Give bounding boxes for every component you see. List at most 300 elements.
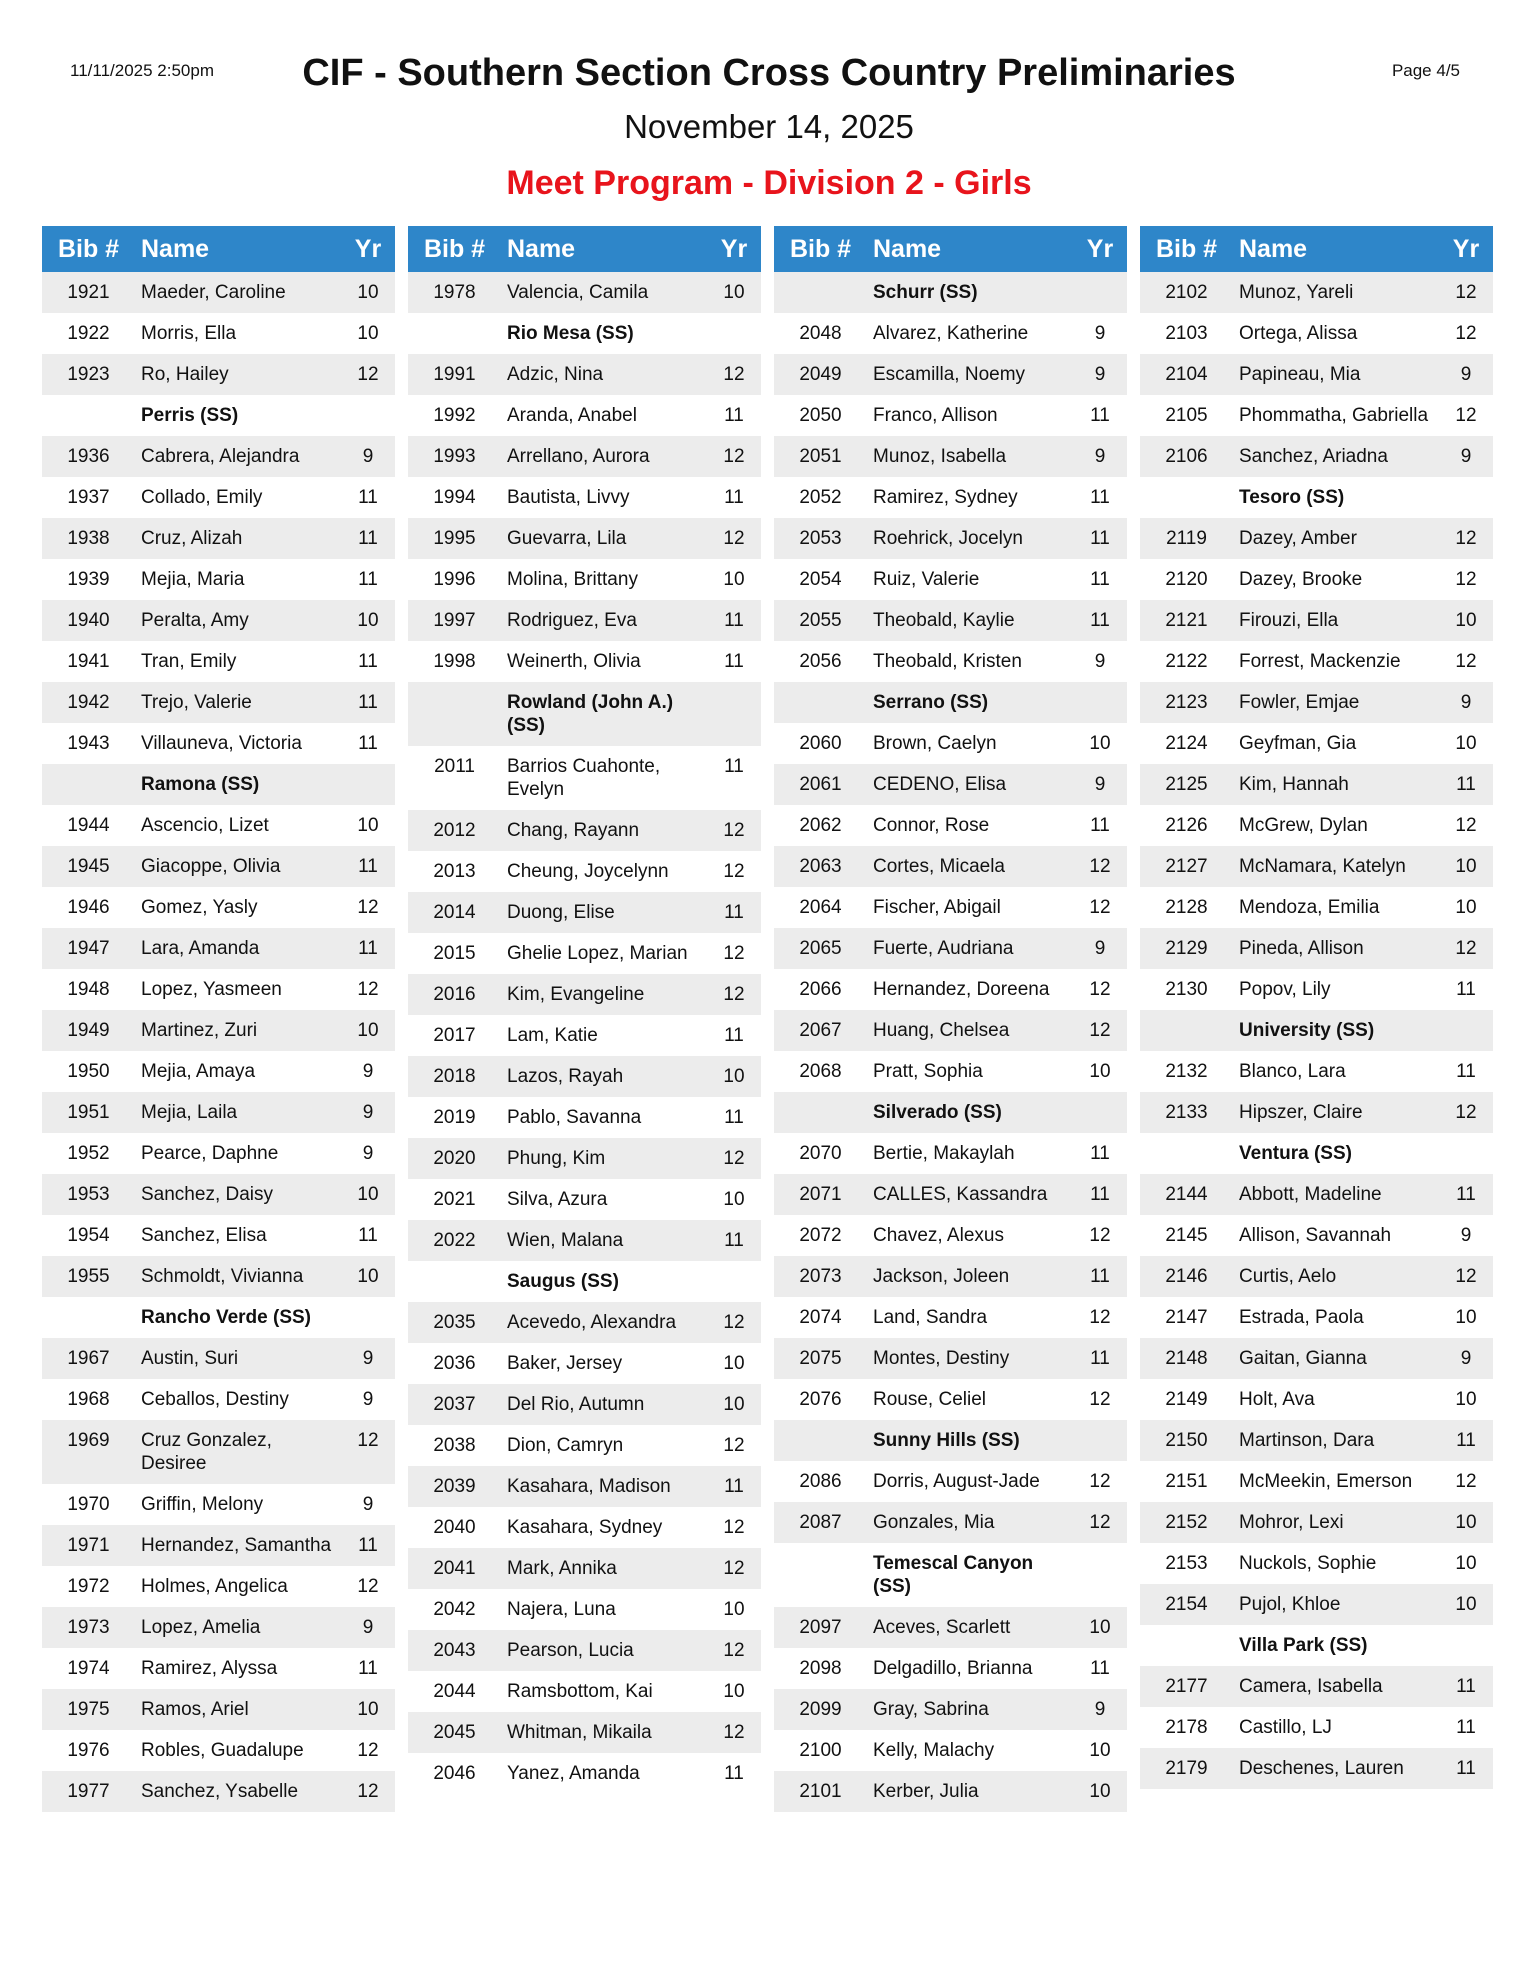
entry-row bbox=[42, 518, 395, 559]
bib-number: 1996 bbox=[433, 569, 476, 590]
athlete-year: 12 bbox=[1455, 815, 1477, 836]
athlete-name: Pearce, Daphne bbox=[141, 1143, 279, 1164]
entry-row bbox=[42, 1648, 395, 1689]
bib-number: 2129 bbox=[1165, 938, 1208, 959]
entry-row bbox=[1140, 1379, 1493, 1420]
athlete-year: 12 bbox=[1089, 1225, 1111, 1246]
entry-row bbox=[774, 1689, 1127, 1730]
entry-row bbox=[408, 1712, 761, 1753]
athlete-name: Ramos, Ariel bbox=[141, 1699, 249, 1720]
team-heading-row bbox=[774, 682, 1127, 723]
athlete-year: 10 bbox=[723, 1681, 745, 1702]
bib-number: 2144 bbox=[1165, 1184, 1208, 1205]
athlete-name: Alvarez, Katherine bbox=[873, 323, 1029, 344]
bib-number: 2177 bbox=[1165, 1676, 1208, 1697]
athlete-name: Gray, Sabrina bbox=[873, 1699, 989, 1720]
bib-number: 2046 bbox=[433, 1763, 476, 1784]
athlete-name: Theobald, Kaylie bbox=[873, 610, 1015, 631]
bib-number: 2050 bbox=[799, 405, 842, 426]
entry-row bbox=[774, 887, 1127, 928]
bib-number: 2037 bbox=[433, 1394, 476, 1415]
entry-row bbox=[774, 723, 1127, 764]
bib-number: 2104 bbox=[1165, 364, 1208, 385]
bib-number: 2022 bbox=[433, 1230, 476, 1251]
bib-number: 2105 bbox=[1165, 405, 1208, 426]
athlete-name: Duong, Elise bbox=[507, 902, 615, 923]
entry-row bbox=[774, 395, 1127, 436]
athlete-name: Munoz, Isabella bbox=[873, 446, 1007, 467]
athlete-name: Schmoldt, Vivianna bbox=[141, 1266, 304, 1287]
bib-number: 1941 bbox=[67, 651, 110, 672]
athlete-name: Guevarra, Lila bbox=[507, 528, 627, 549]
bib-number: 2015 bbox=[433, 943, 476, 964]
bib-number: 1968 bbox=[67, 1389, 110, 1410]
bib-number: 2100 bbox=[799, 1740, 842, 1761]
athlete-year: 12 bbox=[723, 364, 745, 385]
athlete-name: Pearson, Lucia bbox=[507, 1640, 634, 1661]
athlete-year: 10 bbox=[357, 323, 379, 344]
team-heading-row bbox=[42, 764, 395, 805]
entry-row bbox=[42, 1174, 395, 1215]
athlete-year: 10 bbox=[1455, 1594, 1477, 1615]
athlete-name: Kim, Hannah bbox=[1239, 774, 1349, 795]
bib-number: 2039 bbox=[433, 1476, 476, 1497]
athlete-name: Phommatha, Gabriella bbox=[1239, 405, 1429, 426]
entry-row bbox=[408, 1302, 761, 1343]
athlete-year: 10 bbox=[357, 282, 379, 303]
athlete-name: Collado, Emily bbox=[141, 487, 263, 508]
team-heading-row bbox=[42, 395, 395, 436]
bib-number: 2178 bbox=[1165, 1717, 1208, 1738]
athlete-name: Sanchez, Ariadna bbox=[1239, 446, 1388, 467]
athlete-year: 12 bbox=[723, 1558, 745, 1579]
bib-number: 1922 bbox=[67, 323, 110, 344]
entry-row bbox=[42, 1484, 395, 1525]
athlete-name: Dazey, Brooke bbox=[1239, 569, 1363, 590]
entry-row bbox=[408, 1507, 761, 1548]
athlete-year: 11 bbox=[1090, 528, 1110, 549]
athlete-year: 11 bbox=[1456, 1717, 1476, 1738]
entry-row bbox=[774, 1379, 1127, 1420]
entry-row bbox=[774, 1771, 1127, 1812]
bib-number: 2151 bbox=[1165, 1471, 1208, 1492]
athlete-name: Yanez, Amanda bbox=[507, 1763, 640, 1784]
bib-number: 2045 bbox=[433, 1722, 476, 1743]
athlete-name: Blanco, Lara bbox=[1239, 1061, 1346, 1082]
athlete-year: 10 bbox=[1455, 610, 1477, 631]
entry-row bbox=[1140, 518, 1493, 559]
athlete-year: 11 bbox=[1456, 1758, 1476, 1779]
athlete-year: 9 bbox=[1460, 364, 1472, 385]
athlete-name: McNamara, Katelyn bbox=[1239, 856, 1406, 877]
athlete-year: 11 bbox=[724, 610, 744, 631]
bib-number: 2121 bbox=[1165, 610, 1208, 631]
athlete-year: 12 bbox=[1455, 569, 1477, 590]
bib-number: 2044 bbox=[433, 1681, 476, 1702]
athlete-name: Hernandez, Doreena bbox=[873, 979, 1050, 1000]
athlete-name: Maeder, Caroline bbox=[141, 282, 286, 303]
bib-number: 1970 bbox=[67, 1494, 110, 1515]
entry-row bbox=[408, 436, 761, 477]
athlete-name: Ramsbottom, Kai bbox=[507, 1681, 653, 1702]
entry-row bbox=[42, 600, 395, 641]
bib-number: 1997 bbox=[433, 610, 476, 631]
bib-number: 2012 bbox=[433, 820, 476, 841]
athlete-year: 12 bbox=[1455, 405, 1477, 426]
bib-number: 2014 bbox=[433, 902, 476, 923]
athlete-name: Giacoppe, Olivia bbox=[141, 856, 281, 877]
bib-number: 2041 bbox=[433, 1558, 476, 1579]
athlete-name: Geyfman, Gia bbox=[1239, 733, 1357, 754]
bib-number: 1975 bbox=[67, 1699, 110, 1720]
team-heading-row bbox=[774, 1420, 1127, 1461]
athlete-year: 11 bbox=[1456, 1184, 1476, 1205]
header-bib-label: Bib # bbox=[1155, 234, 1218, 263]
bib-number: 1974 bbox=[67, 1658, 110, 1679]
entry-row bbox=[42, 1525, 395, 1566]
athlete-year: 10 bbox=[1089, 1617, 1111, 1638]
entry-row bbox=[774, 969, 1127, 1010]
entry-row bbox=[1140, 1215, 1493, 1256]
bib-number: 2065 bbox=[799, 938, 842, 959]
bib-number: 2062 bbox=[799, 815, 842, 836]
entry-row bbox=[42, 1771, 395, 1812]
athlete-name: Barrios Cuahonte, Evelyn bbox=[507, 756, 661, 800]
athlete-year: 11 bbox=[358, 1225, 378, 1246]
athlete-year: 12 bbox=[723, 1517, 745, 1538]
page-title: CIF - Southern Section Cross Country Preliminaries bbox=[302, 52, 1236, 94]
athlete-year: 11 bbox=[724, 902, 744, 923]
team-name: Ramona (SS) bbox=[141, 774, 260, 795]
entry-row bbox=[1140, 928, 1493, 969]
athlete-name: Connor, Rose bbox=[873, 815, 990, 836]
bib-number: 2120 bbox=[1165, 569, 1208, 590]
athlete-name: Lopez, Yasmeen bbox=[141, 979, 282, 1000]
athlete-name: Huang, Chelsea bbox=[873, 1020, 1010, 1041]
athlete-year: 12 bbox=[723, 861, 745, 882]
athlete-name: Abbott, Madeline bbox=[1239, 1184, 1382, 1205]
athlete-name: Ramirez, Alyssa bbox=[141, 1658, 278, 1679]
bib-number: 1967 bbox=[67, 1348, 110, 1369]
athlete-year: 12 bbox=[723, 1640, 745, 1661]
athlete-name: Ascencio, Lizet bbox=[141, 815, 269, 836]
bib-number: 2179 bbox=[1165, 1758, 1208, 1779]
athlete-name: Molina, Brittany bbox=[507, 569, 638, 590]
entry-row bbox=[42, 805, 395, 846]
bib-number: 1972 bbox=[67, 1576, 110, 1597]
athlete-year: 9 bbox=[1094, 446, 1106, 467]
entry-column-4 bbox=[1140, 226, 1493, 1789]
athlete-name: Najera, Luna bbox=[507, 1599, 616, 1620]
athlete-year: 9 bbox=[362, 446, 374, 467]
athlete-name: Robles, Guadalupe bbox=[141, 1740, 304, 1761]
bib-number: 2124 bbox=[1165, 733, 1208, 754]
athlete-year: 11 bbox=[724, 1025, 744, 1046]
athlete-year: 12 bbox=[1089, 1389, 1111, 1410]
bib-number: 1937 bbox=[67, 487, 110, 508]
bib-number: 2051 bbox=[799, 446, 842, 467]
bib-number: 1952 bbox=[67, 1143, 110, 1164]
athlete-year: 12 bbox=[1455, 528, 1477, 549]
team-heading-row bbox=[1140, 1625, 1493, 1666]
entry-row bbox=[774, 1730, 1127, 1771]
athlete-name: Brown, Caelyn bbox=[873, 733, 997, 754]
athlete-year: 9 bbox=[362, 1617, 374, 1638]
team-name: University (SS) bbox=[1239, 1020, 1375, 1041]
bib-number: 1977 bbox=[67, 1781, 110, 1802]
athlete-year: 12 bbox=[1455, 1102, 1477, 1123]
athlete-name: Peralta, Amy bbox=[141, 610, 249, 631]
bib-number: 1991 bbox=[433, 364, 476, 385]
entry-row bbox=[1140, 1092, 1493, 1133]
athlete-year: 11 bbox=[358, 569, 378, 590]
entry-row bbox=[408, 641, 761, 682]
athlete-year: 9 bbox=[362, 1061, 374, 1082]
athlete-name: Mejia, Amaya bbox=[141, 1061, 256, 1082]
header-name-label: Name bbox=[141, 234, 210, 263]
bib-number: 2068 bbox=[799, 1061, 842, 1082]
entry-row bbox=[774, 641, 1127, 682]
athlete-year: 10 bbox=[357, 1266, 379, 1287]
athlete-year: 11 bbox=[358, 487, 378, 508]
bib-number: 1944 bbox=[67, 815, 110, 836]
bib-number: 2133 bbox=[1165, 1102, 1208, 1123]
bib-number: 2017 bbox=[433, 1025, 476, 1046]
athlete-year: 12 bbox=[1089, 897, 1111, 918]
athlete-name: Escamilla, Noemy bbox=[873, 364, 1026, 385]
athlete-name: Theobald, Kristen bbox=[873, 651, 1022, 672]
entry-row bbox=[408, 1753, 761, 1794]
athlete-name: Pratt, Sophia bbox=[873, 1061, 983, 1082]
entry-row bbox=[42, 1010, 395, 1051]
entry-row bbox=[408, 272, 761, 313]
entry-row bbox=[408, 600, 761, 641]
entry-row bbox=[774, 1461, 1127, 1502]
athlete-name: Papineau, Mia bbox=[1239, 364, 1361, 385]
athlete-name: Mejia, Laila bbox=[141, 1102, 238, 1123]
athlete-name: Lazos, Rayah bbox=[507, 1066, 624, 1087]
bib-number: 2127 bbox=[1165, 856, 1208, 877]
athlete-name: Griffin, Melony bbox=[141, 1494, 264, 1515]
entry-row bbox=[408, 1097, 761, 1138]
bib-number: 2043 bbox=[433, 1640, 476, 1661]
entry-row bbox=[42, 846, 395, 887]
bib-number: 2125 bbox=[1165, 774, 1208, 795]
athlete-year: 11 bbox=[724, 1230, 744, 1251]
entry-row bbox=[42, 354, 395, 395]
bib-number: 2011 bbox=[434, 756, 475, 777]
athlete-year: 11 bbox=[724, 756, 744, 777]
bib-number: 1942 bbox=[67, 692, 110, 713]
bib-number: 2103 bbox=[1165, 323, 1208, 344]
athlete-year: 11 bbox=[1090, 815, 1110, 836]
bib-number: 2060 bbox=[799, 733, 842, 754]
entry-row bbox=[774, 846, 1127, 887]
athlete-year: 11 bbox=[1456, 1061, 1476, 1082]
bib-number: 2126 bbox=[1165, 815, 1208, 836]
athlete-year: 11 bbox=[1090, 569, 1110, 590]
athlete-year: 11 bbox=[724, 487, 744, 508]
athlete-name: Jackson, Joleen bbox=[873, 1266, 1010, 1287]
bib-number: 2055 bbox=[799, 610, 842, 631]
bib-number: 1947 bbox=[67, 938, 110, 959]
athlete-name: Holt, Ava bbox=[1239, 1389, 1315, 1410]
athlete-name: Estrada, Paola bbox=[1239, 1307, 1364, 1328]
athlete-year: 12 bbox=[723, 943, 745, 964]
athlete-name: Bautista, Livvy bbox=[507, 487, 630, 508]
athlete-year: 10 bbox=[723, 282, 745, 303]
bib-number: 2042 bbox=[433, 1599, 476, 1620]
athlete-name: Nuckols, Sophie bbox=[1239, 1553, 1377, 1574]
athlete-year: 12 bbox=[357, 897, 379, 918]
entry-row bbox=[42, 1092, 395, 1133]
entry-row bbox=[408, 892, 761, 933]
athlete-year: 9 bbox=[1094, 938, 1106, 959]
athlete-year: 12 bbox=[357, 1781, 379, 1802]
entry-row bbox=[42, 1051, 395, 1092]
entry-row bbox=[42, 1566, 395, 1607]
entry-row bbox=[408, 1056, 761, 1097]
athlete-year: 9 bbox=[1460, 692, 1472, 713]
athlete-year: 10 bbox=[1455, 856, 1477, 877]
bib-number: 2035 bbox=[433, 1312, 476, 1333]
athlete-year: 9 bbox=[362, 1389, 374, 1410]
bib-number: 1995 bbox=[433, 528, 476, 549]
athlete-name: Sanchez, Daisy bbox=[141, 1184, 274, 1205]
bib-number: 1978 bbox=[433, 282, 476, 303]
column-header bbox=[1140, 226, 1493, 272]
athlete-name: Curtis, Aelo bbox=[1239, 1266, 1337, 1287]
athlete-year: 11 bbox=[1090, 1658, 1110, 1679]
athlete-name: Mejia, Maria bbox=[141, 569, 245, 590]
athlete-name: Allison, Savannah bbox=[1239, 1225, 1392, 1246]
athlete-name: Arrellano, Aurora bbox=[507, 446, 650, 467]
athlete-year: 11 bbox=[1090, 1348, 1110, 1369]
entry-row bbox=[408, 1548, 761, 1589]
entry-row bbox=[774, 764, 1127, 805]
entry-row bbox=[408, 518, 761, 559]
athlete-year: 10 bbox=[357, 815, 379, 836]
bib-number: 1954 bbox=[67, 1225, 110, 1246]
athlete-year: 11 bbox=[1090, 1184, 1110, 1205]
entry-row bbox=[42, 723, 395, 764]
entry-row bbox=[774, 928, 1127, 969]
bib-number: 1945 bbox=[67, 856, 110, 877]
athlete-year: 11 bbox=[1090, 1266, 1110, 1287]
entry-row bbox=[1140, 969, 1493, 1010]
athlete-year: 11 bbox=[1456, 774, 1476, 795]
athlete-year: 10 bbox=[723, 1189, 745, 1210]
entry-row bbox=[42, 1420, 395, 1484]
entry-row bbox=[42, 1689, 395, 1730]
athlete-name: Bertie, Makaylah bbox=[873, 1143, 1015, 1164]
bib-number: 2106 bbox=[1165, 446, 1208, 467]
team-name: Rio Mesa (SS) bbox=[507, 323, 634, 344]
athlete-year: 10 bbox=[723, 1599, 745, 1620]
team-heading-row bbox=[1140, 1133, 1493, 1174]
entry-row bbox=[42, 1607, 395, 1648]
athlete-name: Cruz Gonzalez, Desiree bbox=[141, 1430, 272, 1474]
athlete-year: 11 bbox=[724, 405, 744, 426]
athlete-year: 11 bbox=[1456, 979, 1476, 1000]
athlete-year: 9 bbox=[1094, 364, 1106, 385]
entry-row bbox=[774, 1338, 1127, 1379]
entry-row bbox=[408, 1343, 761, 1384]
entry-row bbox=[1140, 1584, 1493, 1625]
athlete-name: Whitman, Mikaila bbox=[507, 1722, 652, 1743]
bib-number: 2101 bbox=[799, 1781, 842, 1802]
athlete-year: 11 bbox=[358, 651, 378, 672]
athlete-name: Ruiz, Valerie bbox=[873, 569, 980, 590]
entry-row bbox=[408, 559, 761, 600]
bib-number: 1953 bbox=[67, 1184, 110, 1205]
entry-row bbox=[1140, 887, 1493, 928]
athlete-year: 10 bbox=[1455, 1512, 1477, 1533]
athlete-year: 9 bbox=[1094, 323, 1106, 344]
athlete-name: Mendoza, Emilia bbox=[1239, 897, 1380, 918]
bib-number: 1938 bbox=[67, 528, 110, 549]
team-name: Temescal Canyon (SS) bbox=[873, 1553, 1034, 1597]
bib-number: 1936 bbox=[67, 446, 110, 467]
athlete-name: Munoz, Yareli bbox=[1239, 282, 1354, 303]
bib-number: 2019 bbox=[433, 1107, 476, 1128]
athlete-name: Chang, Rayann bbox=[507, 820, 640, 841]
athlete-name: Rodriguez, Eva bbox=[507, 610, 637, 631]
athlete-year: 11 bbox=[358, 856, 378, 877]
athlete-name: Holmes, Angelica bbox=[141, 1576, 288, 1597]
athlete-year: 11 bbox=[724, 651, 744, 672]
athlete-year: 12 bbox=[1455, 651, 1477, 672]
entry-row bbox=[1140, 1666, 1493, 1707]
athlete-name: Ro, Hailey bbox=[141, 364, 229, 385]
athlete-year: 10 bbox=[357, 610, 379, 631]
athlete-name: Lara, Amanda bbox=[141, 938, 260, 959]
header-bib-label: Bib # bbox=[57, 234, 120, 263]
team-heading-row bbox=[1140, 477, 1493, 518]
entry-row bbox=[1140, 313, 1493, 354]
entry-row bbox=[1140, 272, 1493, 313]
athlete-name: Castillo, LJ bbox=[1239, 1717, 1332, 1738]
header-bib-label: Bib # bbox=[423, 234, 486, 263]
athlete-name: Rouse, Celiel bbox=[873, 1389, 986, 1410]
team-heading-row bbox=[408, 313, 761, 354]
team-name: Perris (SS) bbox=[141, 405, 239, 426]
entry-row bbox=[774, 1133, 1127, 1174]
athlete-year: 11 bbox=[1090, 1143, 1110, 1164]
athlete-name: Kelly, Malachy bbox=[873, 1740, 995, 1761]
athlete-name: Sanchez, Elisa bbox=[141, 1225, 267, 1246]
bib-number: 2061 bbox=[799, 774, 842, 795]
entry-row bbox=[42, 477, 395, 518]
entry-row bbox=[774, 436, 1127, 477]
header-yr-label: Yr bbox=[1452, 234, 1480, 263]
bib-number: 2066 bbox=[799, 979, 842, 1000]
entry-row bbox=[408, 1630, 761, 1671]
athlete-year: 9 bbox=[362, 1143, 374, 1164]
team-name: Rancho Verde (SS) bbox=[141, 1307, 311, 1328]
bib-number: 2020 bbox=[433, 1148, 476, 1169]
entry-row bbox=[1140, 805, 1493, 846]
entry-row bbox=[1140, 1256, 1493, 1297]
athlete-year: 12 bbox=[357, 364, 379, 385]
entry-row bbox=[1140, 846, 1493, 887]
athlete-year: 9 bbox=[1460, 1225, 1472, 1246]
athlete-name: Aceves, Scarlett bbox=[873, 1617, 1011, 1638]
entry-row bbox=[774, 1502, 1127, 1543]
header-yr-label: Yr bbox=[1086, 234, 1114, 263]
bib-number: 2016 bbox=[433, 984, 476, 1005]
athlete-year: 12 bbox=[723, 1435, 745, 1456]
